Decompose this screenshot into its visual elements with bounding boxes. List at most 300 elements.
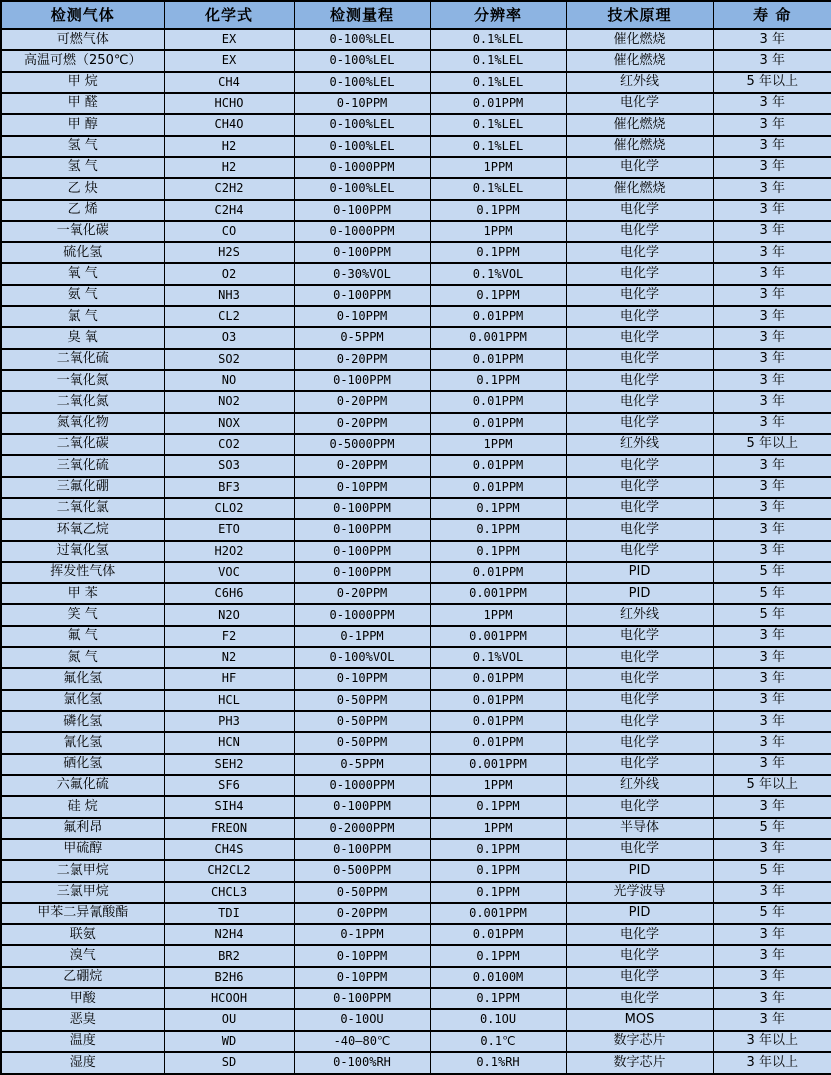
cell-lifespan: 3 年 — [713, 498, 831, 519]
cell-formula: C2H4 — [164, 200, 294, 221]
cell-principle: 半导体 — [566, 818, 713, 839]
cell-formula: H2O2 — [164, 541, 294, 562]
table-row — [1, 967, 831, 988]
cell-gas-name: 氮氧化物 — [1, 413, 164, 434]
cell-formula: BR2 — [164, 945, 294, 966]
cell-resolution: 0.01PPM — [430, 562, 566, 583]
cell-principle: 电化学 — [566, 647, 713, 668]
table-row — [1, 50, 831, 71]
table-row — [1, 157, 831, 178]
cell-gas-name: 挥发性气体 — [1, 562, 164, 583]
cell-gas-name: 乙硼烷 — [1, 967, 164, 988]
cell-range: 0-2000PPM — [294, 818, 430, 839]
cell-range: 0-10OU — [294, 1009, 430, 1030]
cell-formula: HCHO — [164, 93, 294, 114]
cell-gas-name: 可燃气体 — [1, 29, 164, 50]
cell-principle: 电化学 — [566, 690, 713, 711]
cell-range: 0-100PPM — [294, 200, 430, 221]
cell-range: -40—80℃ — [294, 1031, 430, 1052]
cell-range: 0-10PPM — [294, 93, 430, 114]
cell-range: 0-100PPM — [294, 498, 430, 519]
table-row — [1, 796, 831, 817]
cell-formula: HCOOH — [164, 988, 294, 1009]
cell-gas-name: 氯 气 — [1, 306, 164, 327]
cell-gas-name: 氰化氢 — [1, 732, 164, 753]
cell-principle: 电化学 — [566, 711, 713, 732]
cell-range: 0-100PPM — [294, 285, 430, 306]
cell-lifespan: 5 年以上 — [713, 72, 831, 93]
cell-range: 0-20PPM — [294, 413, 430, 434]
cell-gas-name: 氮 气 — [1, 647, 164, 668]
cell-gas-name: 甲酸 — [1, 988, 164, 1009]
cell-formula: SD — [164, 1052, 294, 1074]
cell-principle: PID — [566, 583, 713, 604]
cell-resolution: 0.01PPM — [430, 690, 566, 711]
cell-range: 0-1PPM — [294, 626, 430, 647]
table-row — [1, 604, 831, 625]
cell-lifespan: 3 年 — [713, 1009, 831, 1030]
table-row — [1, 72, 831, 93]
cell-lifespan: 3 年 — [713, 626, 831, 647]
cell-gas-name: 氟 气 — [1, 626, 164, 647]
cell-principle: 数字芯片 — [566, 1052, 713, 1074]
cell-principle: 催化燃烧 — [566, 114, 713, 135]
cell-gas-name: 过氧化氢 — [1, 541, 164, 562]
table-row — [1, 242, 831, 263]
cell-resolution: 0.01PPM — [430, 349, 566, 370]
column-header-gas-name: 检测气体 — [1, 1, 164, 29]
cell-resolution: 1PPM — [430, 221, 566, 242]
cell-formula: CH4 — [164, 72, 294, 93]
cell-gas-name: 三氯甲烷 — [1, 882, 164, 903]
cell-lifespan: 3 年 — [713, 839, 831, 860]
cell-principle: 电化学 — [566, 839, 713, 860]
cell-gas-name: 三氧化硫 — [1, 455, 164, 476]
cell-range: 0-10PPM — [294, 945, 430, 966]
cell-principle: 电化学 — [566, 988, 713, 1009]
table-row — [1, 945, 831, 966]
cell-formula: N2 — [164, 647, 294, 668]
cell-gas-name: 臭 氧 — [1, 327, 164, 348]
cell-range: 0-100PPM — [294, 519, 430, 540]
cell-principle: 红外线 — [566, 72, 713, 93]
cell-range: 0-100%VOL — [294, 647, 430, 668]
cell-range: 0-100%LEL — [294, 178, 430, 199]
table-row — [1, 583, 831, 604]
header-row — [1, 1, 831, 29]
cell-gas-name: 甲硫醇 — [1, 839, 164, 860]
cell-formula: CH2CL2 — [164, 860, 294, 881]
cell-range: 0-10PPM — [294, 967, 430, 988]
cell-lifespan: 3 年 — [713, 413, 831, 434]
cell-lifespan: 3 年 — [713, 29, 831, 50]
cell-gas-name: 硫化氢 — [1, 242, 164, 263]
cell-range: 0-50PPM — [294, 711, 430, 732]
table-row — [1, 221, 831, 242]
cell-formula: N2H4 — [164, 924, 294, 945]
cell-range: 0-20PPM — [294, 455, 430, 476]
cell-lifespan: 3 年 — [713, 370, 831, 391]
table-row — [1, 498, 831, 519]
cell-range: 0-10PPM — [294, 306, 430, 327]
cell-range: 0-5PPM — [294, 327, 430, 348]
cell-principle: 电化学 — [566, 157, 713, 178]
cell-range: 0-1PPM — [294, 924, 430, 945]
cell-lifespan: 3 年 — [713, 93, 831, 114]
cell-lifespan: 5 年 — [713, 562, 831, 583]
cell-formula: CHCL3 — [164, 882, 294, 903]
cell-range: 0-30%VOL — [294, 263, 430, 284]
cell-gas-name: 氟化氢 — [1, 668, 164, 689]
table-row — [1, 370, 831, 391]
cell-lifespan: 5 年 — [713, 903, 831, 924]
cell-range: 0-100%LEL — [294, 50, 430, 71]
table-row — [1, 114, 831, 135]
table-row — [1, 988, 831, 1009]
cell-range: 0-5PPM — [294, 754, 430, 775]
cell-gas-name: 一氧化碳 — [1, 221, 164, 242]
cell-gas-name: 恶臭 — [1, 1009, 164, 1030]
cell-resolution: 0.1%LEL — [430, 136, 566, 157]
cell-gas-name: 联氨 — [1, 924, 164, 945]
cell-gas-name: 二氧化氮 — [1, 391, 164, 412]
table-row — [1, 391, 831, 412]
cell-lifespan: 3 年 — [713, 221, 831, 242]
cell-formula: NH3 — [164, 285, 294, 306]
cell-lifespan: 3 年 — [713, 519, 831, 540]
cell-lifespan: 3 年 — [713, 967, 831, 988]
cell-lifespan: 3 年 — [713, 945, 831, 966]
cell-principle: 电化学 — [566, 285, 713, 306]
table-row — [1, 1052, 831, 1074]
cell-lifespan: 3 年 — [713, 754, 831, 775]
table-row — [1, 647, 831, 668]
cell-principle: 数字芯片 — [566, 1031, 713, 1052]
cell-principle: 红外线 — [566, 434, 713, 455]
table-row — [1, 263, 831, 284]
cell-principle: 电化学 — [566, 924, 713, 945]
cell-lifespan: 3 年 — [713, 796, 831, 817]
cell-range: 0-50PPM — [294, 882, 430, 903]
cell-range: 0-100PPM — [294, 370, 430, 391]
cell-principle: 电化学 — [566, 391, 713, 412]
cell-resolution: 0.1℃ — [430, 1031, 566, 1052]
cell-principle: 电化学 — [566, 263, 713, 284]
table-body — [1, 29, 831, 1074]
cell-lifespan: 3 年以上 — [713, 1052, 831, 1074]
cell-range: 0-100%LEL — [294, 114, 430, 135]
cell-lifespan: 3 年 — [713, 327, 831, 348]
cell-range: 0-100PPM — [294, 839, 430, 860]
cell-formula: HF — [164, 668, 294, 689]
table-row — [1, 349, 831, 370]
cell-range: 0-100PPM — [294, 541, 430, 562]
cell-lifespan: 3 年 — [713, 690, 831, 711]
cell-formula: WD — [164, 1031, 294, 1052]
cell-principle: 光学波导 — [566, 882, 713, 903]
cell-resolution: 0.1OU — [430, 1009, 566, 1030]
cell-range: 0-100%RH — [294, 1052, 430, 1074]
cell-resolution: 0.01PPM — [430, 306, 566, 327]
cell-gas-name: 三氟化硼 — [1, 477, 164, 498]
cell-principle: PID — [566, 562, 713, 583]
cell-lifespan: 3 年 — [713, 306, 831, 327]
cell-range: 0-100PPM — [294, 988, 430, 1009]
cell-lifespan: 3 年 — [713, 647, 831, 668]
table-row — [1, 136, 831, 157]
cell-resolution: 0.1%LEL — [430, 50, 566, 71]
cell-formula: CLO2 — [164, 498, 294, 519]
cell-principle: 电化学 — [566, 519, 713, 540]
cell-gas-name: 氟利昂 — [1, 818, 164, 839]
cell-range: 0-20PPM — [294, 391, 430, 412]
cell-lifespan: 3 年 — [713, 50, 831, 71]
cell-lifespan: 5 年 — [713, 583, 831, 604]
cell-formula: HCL — [164, 690, 294, 711]
column-header-lifespan: 寿 命 — [713, 1, 831, 29]
cell-resolution: 0.1PPM — [430, 200, 566, 221]
cell-principle: 电化学 — [566, 455, 713, 476]
table-row — [1, 668, 831, 689]
cell-range: 0-100%LEL — [294, 72, 430, 93]
table-row — [1, 1031, 831, 1052]
table-row — [1, 413, 831, 434]
cell-gas-name: 溴气 — [1, 945, 164, 966]
cell-gas-name: 二氧化氯 — [1, 498, 164, 519]
cell-resolution: 0.001PPM — [430, 327, 566, 348]
cell-resolution: 0.1PPM — [430, 242, 566, 263]
cell-resolution: 0.01PPM — [430, 711, 566, 732]
cell-range: 0-100%LEL — [294, 136, 430, 157]
cell-principle: 电化学 — [566, 626, 713, 647]
cell-formula: C6H6 — [164, 583, 294, 604]
cell-resolution: 0.001PPM — [430, 583, 566, 604]
cell-principle: 电化学 — [566, 668, 713, 689]
cell-resolution: 1PPM — [430, 604, 566, 625]
cell-resolution: 0.001PPM — [430, 754, 566, 775]
cell-lifespan: 5 年以上 — [713, 775, 831, 796]
cell-formula: FREON — [164, 818, 294, 839]
cell-principle: 电化学 — [566, 327, 713, 348]
cell-principle: 电化学 — [566, 945, 713, 966]
cell-formula: CH4O — [164, 114, 294, 135]
cell-resolution: 1PPM — [430, 434, 566, 455]
cell-gas-name: 硅 烷 — [1, 796, 164, 817]
cell-formula: SF6 — [164, 775, 294, 796]
cell-principle: 红外线 — [566, 775, 713, 796]
cell-range: 0-50PPM — [294, 690, 430, 711]
cell-principle: 电化学 — [566, 498, 713, 519]
cell-formula: VOC — [164, 562, 294, 583]
cell-lifespan: 3 年 — [713, 263, 831, 284]
table-row — [1, 477, 831, 498]
column-header-formula: 化学式 — [164, 1, 294, 29]
column-header-range: 检测量程 — [294, 1, 430, 29]
cell-formula: B2H6 — [164, 967, 294, 988]
cell-principle: 电化学 — [566, 349, 713, 370]
cell-principle: PID — [566, 860, 713, 881]
cell-formula: EX — [164, 29, 294, 50]
table-row — [1, 754, 831, 775]
table-row — [1, 711, 831, 732]
cell-range: 0-10PPM — [294, 477, 430, 498]
cell-gas-name: 乙 烯 — [1, 200, 164, 221]
table-row — [1, 775, 831, 796]
cell-principle: 催化燃烧 — [566, 136, 713, 157]
cell-principle: 电化学 — [566, 306, 713, 327]
cell-principle: 红外线 — [566, 604, 713, 625]
cell-resolution: 0.1PPM — [430, 988, 566, 1009]
table-header — [1, 1, 831, 29]
cell-resolution: 0.01PPM — [430, 477, 566, 498]
cell-formula: NO2 — [164, 391, 294, 412]
cell-resolution: 1PPM — [430, 157, 566, 178]
cell-range: 0-100%LEL — [294, 29, 430, 50]
table-row — [1, 924, 831, 945]
cell-formula: CH4S — [164, 839, 294, 860]
cell-formula: BF3 — [164, 477, 294, 498]
cell-formula: H2S — [164, 242, 294, 263]
table-row — [1, 562, 831, 583]
cell-resolution: 0.01PPM — [430, 732, 566, 753]
cell-formula: SIH4 — [164, 796, 294, 817]
cell-formula: SO2 — [164, 349, 294, 370]
cell-gas-name: 环氧乙烷 — [1, 519, 164, 540]
cell-gas-name: 六氟化硫 — [1, 775, 164, 796]
column-header-resolution: 分辨率 — [430, 1, 566, 29]
table-row — [1, 434, 831, 455]
cell-lifespan: 3 年 — [713, 711, 831, 732]
cell-resolution: 0.1PPM — [430, 498, 566, 519]
cell-principle: 电化学 — [566, 477, 713, 498]
cell-formula: H2 — [164, 136, 294, 157]
table-row — [1, 200, 831, 221]
cell-lifespan: 3 年 — [713, 668, 831, 689]
cell-resolution: 1PPM — [430, 818, 566, 839]
cell-range: 0-10PPM — [294, 668, 430, 689]
cell-formula: F2 — [164, 626, 294, 647]
cell-range: 0-1000PPM — [294, 157, 430, 178]
cell-gas-name: 硒化氢 — [1, 754, 164, 775]
cell-resolution: 0.1PPM — [430, 285, 566, 306]
cell-lifespan: 3 年 — [713, 136, 831, 157]
cell-formula: PH3 — [164, 711, 294, 732]
table-row — [1, 839, 831, 860]
cell-range: 0-5000PPM — [294, 434, 430, 455]
cell-gas-name: 二氧化碳 — [1, 434, 164, 455]
cell-resolution: 0.01PPM — [430, 391, 566, 412]
cell-resolution: 0.001PPM — [430, 626, 566, 647]
cell-lifespan: 3 年 — [713, 178, 831, 199]
table-row — [1, 690, 831, 711]
cell-formula: CO2 — [164, 434, 294, 455]
cell-formula: O3 — [164, 327, 294, 348]
column-header-principle: 技术原理 — [566, 1, 713, 29]
cell-resolution: 0.1%VOL — [430, 647, 566, 668]
cell-principle: 电化学 — [566, 221, 713, 242]
cell-lifespan: 3 年 — [713, 157, 831, 178]
cell-lifespan: 3 年 — [713, 882, 831, 903]
table-row — [1, 327, 831, 348]
cell-formula: OU — [164, 1009, 294, 1030]
cell-formula: NOX — [164, 413, 294, 434]
cell-gas-name: 磷化氢 — [1, 711, 164, 732]
cell-principle: 催化燃烧 — [566, 178, 713, 199]
cell-lifespan: 3 年 — [713, 391, 831, 412]
table-row — [1, 732, 831, 753]
table-row — [1, 541, 831, 562]
cell-range: 0-100PPM — [294, 796, 430, 817]
cell-lifespan: 3 年 — [713, 455, 831, 476]
table-row — [1, 903, 831, 924]
table-row — [1, 306, 831, 327]
table-row — [1, 178, 831, 199]
cell-resolution: 0.1PPM — [430, 796, 566, 817]
cell-range: 0-20PPM — [294, 583, 430, 604]
table-row — [1, 455, 831, 476]
cell-formula: NO — [164, 370, 294, 391]
cell-resolution: 0.001PPM — [430, 903, 566, 924]
cell-formula: CL2 — [164, 306, 294, 327]
cell-resolution: 0.1%LEL — [430, 114, 566, 135]
cell-principle: 电化学 — [566, 754, 713, 775]
table-row — [1, 882, 831, 903]
cell-lifespan: 3 年 — [713, 285, 831, 306]
cell-resolution: 1PPM — [430, 775, 566, 796]
table-row — [1, 1009, 831, 1030]
cell-lifespan: 3 年以上 — [713, 1031, 831, 1052]
table-row — [1, 519, 831, 540]
cell-gas-name: 甲 苯 — [1, 583, 164, 604]
cell-principle: 催化燃烧 — [566, 50, 713, 71]
cell-resolution: 0.01PPM — [430, 93, 566, 114]
cell-formula: TDI — [164, 903, 294, 924]
table-row — [1, 860, 831, 881]
cell-lifespan: 3 年 — [713, 732, 831, 753]
cell-range: 0-20PPM — [294, 903, 430, 924]
cell-principle: PID — [566, 903, 713, 924]
cell-lifespan: 3 年 — [713, 242, 831, 263]
cell-lifespan: 3 年 — [713, 349, 831, 370]
cell-range: 0-1000PPM — [294, 221, 430, 242]
cell-resolution: 0.1PPM — [430, 839, 566, 860]
cell-resolution: 0.0100M — [430, 967, 566, 988]
cell-gas-name: 二氧化硫 — [1, 349, 164, 370]
cell-formula: H2 — [164, 157, 294, 178]
cell-gas-name: 氢 气 — [1, 136, 164, 157]
cell-resolution: 0.1%LEL — [430, 72, 566, 93]
cell-lifespan: 3 年 — [713, 477, 831, 498]
cell-gas-name: 湿度 — [1, 1052, 164, 1074]
cell-principle: 电化学 — [566, 541, 713, 562]
cell-resolution: 0.01PPM — [430, 924, 566, 945]
cell-range: 0-100PPM — [294, 562, 430, 583]
cell-lifespan: 5 年 — [713, 818, 831, 839]
cell-gas-name: 甲 醇 — [1, 114, 164, 135]
cell-resolution: 0.1PPM — [430, 519, 566, 540]
cell-resolution: 0.1%LEL — [430, 178, 566, 199]
cell-gas-name: 二氯甲烷 — [1, 860, 164, 881]
cell-lifespan: 3 年 — [713, 200, 831, 221]
cell-formula: O2 — [164, 263, 294, 284]
cell-resolution: 0.01PPM — [430, 455, 566, 476]
cell-lifespan: 5 年 — [713, 860, 831, 881]
cell-resolution: 0.1%VOL — [430, 263, 566, 284]
cell-range: 0-20PPM — [294, 349, 430, 370]
cell-resolution: 0.1PPM — [430, 370, 566, 391]
cell-resolution: 0.1PPM — [430, 541, 566, 562]
cell-gas-name: 甲苯二异氰酸酯 — [1, 903, 164, 924]
